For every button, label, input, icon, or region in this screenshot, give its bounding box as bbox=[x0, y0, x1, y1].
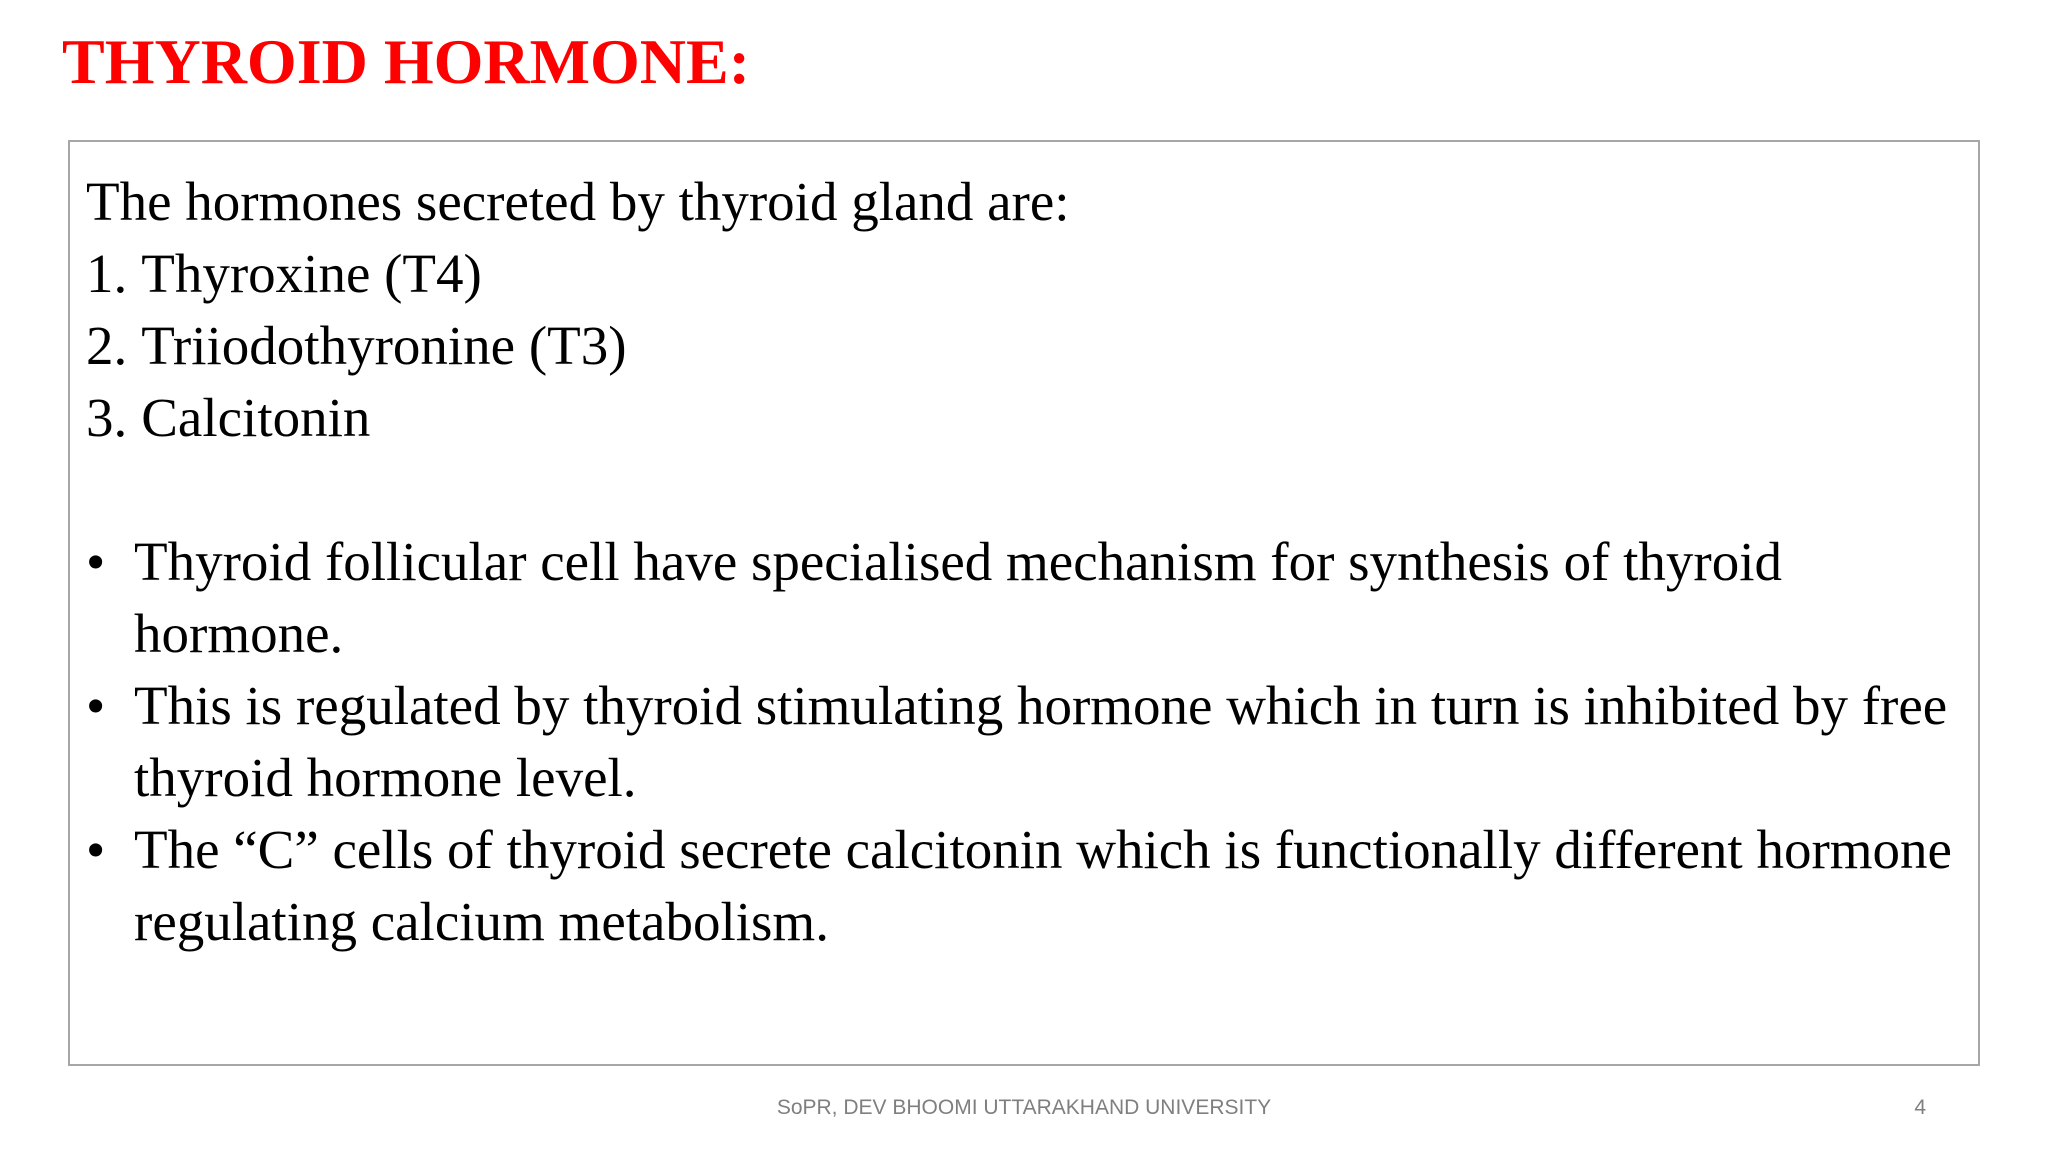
hormone-name: Calcitonin bbox=[141, 387, 371, 448]
bullet-list bbox=[86, 526, 1960, 958]
hormone-number: 2. bbox=[86, 315, 128, 376]
bullet-text: This is regulated by thyroid stimulating hormone which in turn is inhibited by free thyroid hormone level. bbox=[134, 675, 1948, 808]
bullet-item bbox=[86, 670, 1960, 814]
bullet-icon: • bbox=[86, 675, 106, 736]
bullet-item bbox=[86, 526, 1960, 670]
hormone-item bbox=[86, 238, 1960, 310]
footer-text: SoPR, DEV BHOOMI UTTARAKHAND UNIVERSITY bbox=[776, 1096, 1272, 1119]
bullet-item bbox=[86, 814, 1960, 958]
hormone-list bbox=[86, 238, 1960, 454]
slide-title: THYROID HORMONE: bbox=[62, 26, 750, 97]
bullet-text: The “C” cells of thyroid secrete calcitonin which is functionally different hormone regulating calcium metabolism. bbox=[134, 819, 1952, 952]
bullet-icon: • bbox=[86, 531, 106, 592]
bullet-text: Thyroid follicular cell have specialised mechanism for synthesis of thyroid hormone. bbox=[134, 531, 1783, 664]
hormone-item bbox=[86, 310, 1960, 382]
slide-number: 4 bbox=[1914, 1096, 1926, 1119]
hormone-name: Triiodothyronine (T3) bbox=[141, 315, 627, 376]
hormone-item bbox=[86, 382, 1960, 454]
hormone-number: 3. bbox=[86, 387, 128, 448]
hormone-number: 1. bbox=[86, 243, 128, 304]
hormone-name: Thyroxine (T4) bbox=[141, 243, 482, 304]
content-box bbox=[68, 140, 1980, 1066]
intro-text: The hormones secreted by thyroid gland are: bbox=[86, 171, 1070, 232]
bullet-icon: • bbox=[86, 819, 106, 880]
